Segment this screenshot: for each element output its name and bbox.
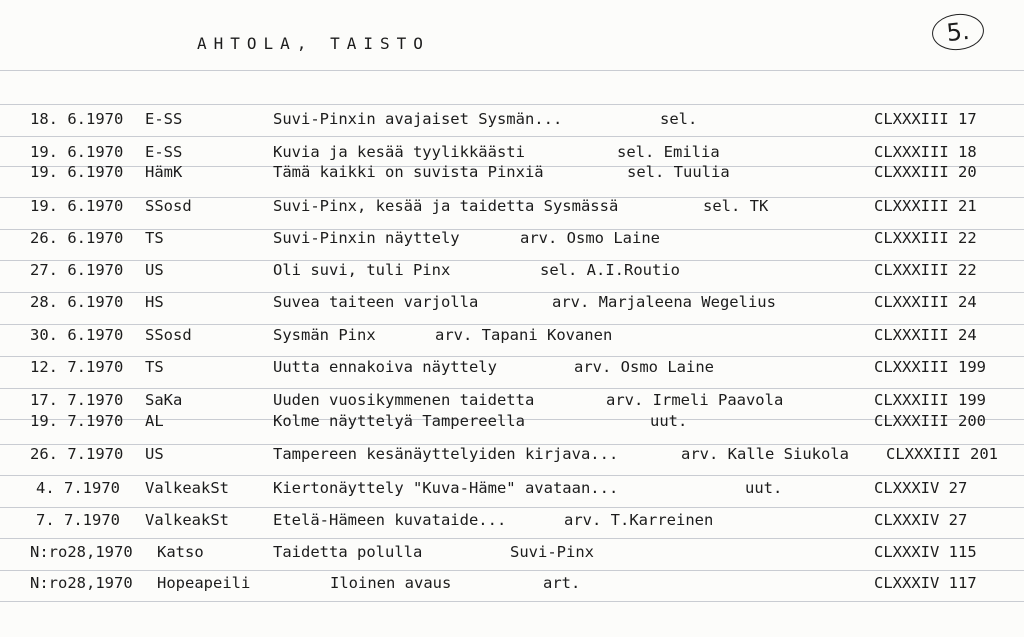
entry-source: ValkeakSt — [145, 511, 229, 529]
entry-role: sel. Tuulia — [627, 163, 730, 181]
entry-title: Iloinen avaus — [330, 574, 452, 592]
rule-line — [0, 475, 1024, 476]
entry-title: Oli suvi, tuli Pinx — [273, 261, 451, 279]
entry-reference: CLXXXIII 24 — [874, 293, 977, 311]
entry-title: Suvi-Pinx, kesää ja taidetta Sysmässä — [273, 197, 619, 215]
entry-role: uut. — [650, 412, 688, 430]
entry-title: Uutta ennakoiva näyttely — [273, 358, 497, 376]
rule-line — [0, 507, 1024, 508]
entry-row — [0, 391, 1024, 413]
entry-title: Kiertonäyttely "Kuva-Häme" avataan... — [273, 479, 619, 497]
entry-role: arv. Marjaleena Wegelius — [552, 293, 776, 311]
entry-source: Katso — [157, 543, 204, 561]
entry-reference: CLXXXIII 22 — [874, 261, 977, 279]
entry-date: 4. 7.1970 — [36, 479, 120, 497]
entry-row — [0, 511, 1024, 533]
entry-reference: CLXXXIII 21 — [874, 197, 977, 215]
entry-reference: CLXXXIV 117 — [874, 574, 977, 592]
entry-row — [0, 412, 1024, 434]
entry-reference: CLXXXIII 22 — [874, 229, 977, 247]
entry-row — [0, 293, 1024, 315]
entry-reference: CLXXXIII 18 — [874, 143, 977, 161]
entry-reference: CLXXXIV 115 — [874, 543, 977, 561]
entry-title: Suvi-Pinxin näyttely — [273, 229, 460, 247]
entry-date: 17. 7.1970 — [30, 391, 124, 409]
entry-title: Etelä-Hämeen kuvataide... — [273, 511, 507, 529]
entry-role: arv. T.Karreinen — [564, 511, 714, 529]
rule-line — [0, 388, 1024, 389]
rule-line — [0, 324, 1024, 325]
entry-reference: CLXXXIII 199 — [874, 391, 986, 409]
entry-title: Tämä kaikki on suvista Pinxiä — [273, 163, 544, 181]
rule-line — [0, 356, 1024, 357]
entry-reference: CLXXXIII 200 — [874, 412, 986, 430]
entry-source: US — [145, 445, 164, 463]
entry-row — [0, 358, 1024, 380]
rule-line — [0, 70, 1024, 71]
entry-title: Kolme näyttelyä Tampereella — [273, 412, 525, 430]
entry-date: 19. 6.1970 — [30, 197, 124, 215]
entry-role: Suvi-Pinx — [510, 543, 594, 561]
entry-reference: CLXXXIV 27 — [874, 511, 968, 529]
rule-line — [0, 538, 1024, 539]
entry-source: HämK — [145, 163, 183, 181]
entry-source: TS — [145, 229, 164, 247]
entry-title: Sysmän Pinx — [273, 326, 376, 344]
entry-reference: CLXXXIII 201 — [886, 445, 998, 463]
rule-line — [0, 570, 1024, 571]
entry-role: arv. Osmo Laine — [520, 229, 660, 247]
entry-role: uut. — [745, 479, 783, 497]
entry-date: 19. 6.1970 — [30, 163, 124, 181]
entry-date: 7. 7.1970 — [36, 511, 120, 529]
entry-reference: CLXXXIII 20 — [874, 163, 977, 181]
entry-role: arv. Irmeli Paavola — [606, 391, 784, 409]
entry-source: E-SS — [145, 110, 183, 128]
entry-role: sel. A.I.Routio — [540, 261, 680, 279]
entry-title: Uuden vuosikymmenen taidetta — [273, 391, 535, 409]
entry-date: N:ro28,1970 — [30, 574, 133, 592]
entry-reference: CLXXXIII 17 — [874, 110, 977, 128]
entry-source: E-SS — [145, 143, 183, 161]
rule-line — [0, 136, 1024, 137]
entry-row — [0, 197, 1024, 219]
entry-reference: CLXXXIII 24 — [874, 326, 977, 344]
entry-title: Kuvia ja kesää tyylikkäästi — [273, 143, 525, 161]
entry-source: SSosd — [145, 197, 192, 215]
entry-row — [0, 143, 1024, 165]
entry-row — [0, 110, 1024, 132]
entry-role: arv. Tapani Kovanen — [435, 326, 613, 344]
entry-date: 19. 7.1970 — [30, 412, 124, 430]
entry-date: 19. 6.1970 — [30, 143, 124, 161]
entry-source: SSosd — [145, 326, 192, 344]
entry-row — [0, 229, 1024, 251]
entry-date: 26. 7.1970 — [30, 445, 124, 463]
entry-row — [0, 261, 1024, 283]
entry-date: 28. 6.1970 — [30, 293, 124, 311]
entry-title: Taidetta polulla — [273, 543, 423, 561]
entry-date: 27. 6.1970 — [30, 261, 124, 279]
entry-source: SaKa — [145, 391, 183, 409]
entry-source: ValkeakSt — [145, 479, 229, 497]
entry-source: AL — [145, 412, 164, 430]
circled-page-number: 5. — [930, 11, 985, 52]
entry-date: 26. 6.1970 — [30, 229, 124, 247]
entry-reference: CLXXXIV 27 — [874, 479, 968, 497]
entry-date: 18. 6.1970 — [30, 110, 124, 128]
entry-source: TS — [145, 358, 164, 376]
entry-title: Suvi-Pinxin avajaiset Sysmän... — [273, 110, 563, 128]
entry-title: Suvea taiteen varjolla — [273, 293, 479, 311]
entry-row — [0, 445, 1024, 467]
entry-title: Tampereen kesänäyttelyiden kirjava... — [273, 445, 619, 463]
entry-row — [0, 479, 1024, 501]
entry-date: 30. 6.1970 — [30, 326, 124, 344]
entry-role: sel. Emilia — [617, 143, 720, 161]
card-title: AHTOLA, TAISTO — [197, 34, 430, 53]
entry-role: sel. — [660, 110, 698, 128]
entry-role: sel. TK — [703, 197, 769, 215]
entry-source: Hopeapeili — [157, 574, 251, 592]
entry-reference: CLXXXIII 199 — [874, 358, 986, 376]
entry-date: N:ro28,1970 — [30, 543, 133, 561]
entry-role: art. — [543, 574, 581, 592]
entry-source: HS — [145, 293, 164, 311]
rule-line — [0, 601, 1024, 602]
entry-row — [0, 163, 1024, 185]
entry-source: US — [145, 261, 164, 279]
entry-role: arv. Kalle Siukola — [681, 445, 849, 463]
entry-date: 12. 7.1970 — [30, 358, 124, 376]
entry-row — [0, 326, 1024, 348]
entry-row — [0, 543, 1024, 565]
entry-row — [0, 574, 1024, 596]
entry-role: arv. Osmo Laine — [574, 358, 714, 376]
rule-line — [0, 104, 1024, 105]
